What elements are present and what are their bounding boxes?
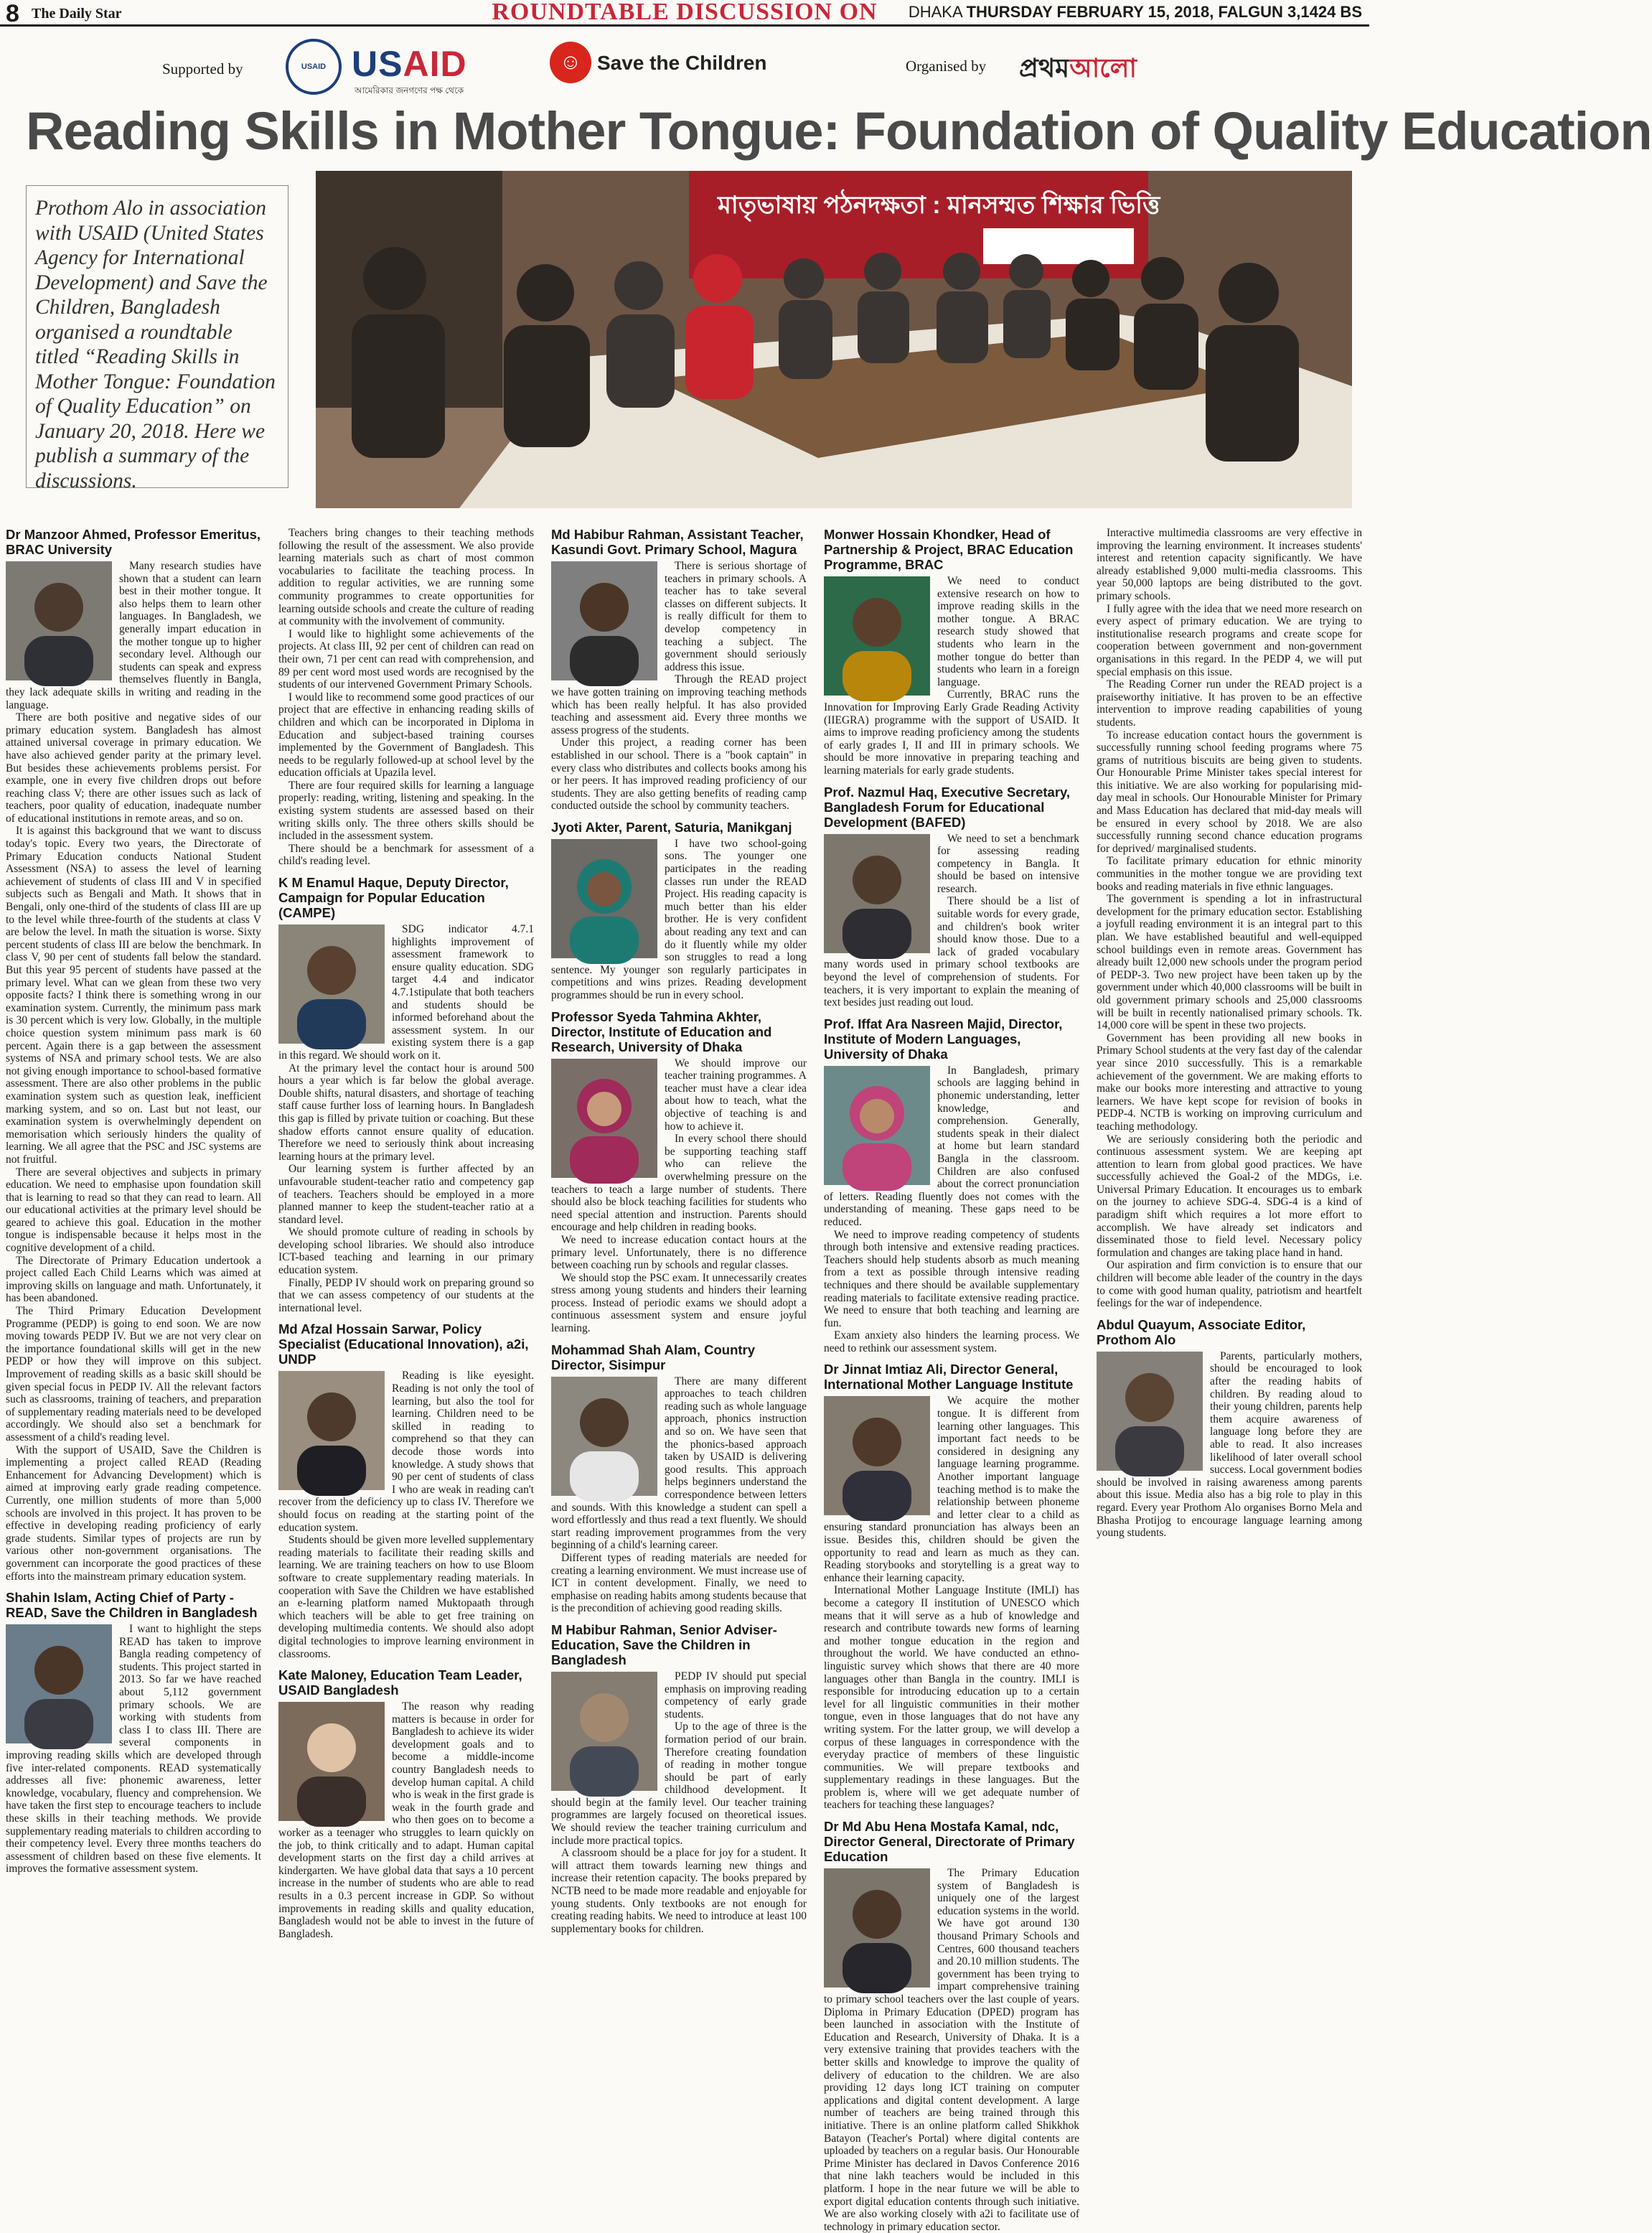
speaker-name: Md Afzal Hossain Sarwar, Policy Specialist (Educational Innovation), a2i, UNDP (278, 1321, 529, 1367)
paragraph: The reason why reading matters is because in order for Bangladesh to achieve its wider development goals and to become a middle-income country Bangladesh needs to develop human capital. A child who is weak in the first grade is weak in the fourth grade and who then goes on to become a worker as a teenager who struggles to learn quickly on the job, to think critically and to adapt. Human capital development starts on the first day a child arrives at kindergarten. We have global data that says a 10 percent increase in the number of students who are able to read results in a 0.3 percent increase in GDP. So without improvements in reading skills and quality education, Bangladesh would not be able to invest in the future of Bangladesh. (278, 1700, 534, 1940)
speaker-name: Dr Jinnat Imtiaz Ali, Director General, International Mother Language Institute (824, 1362, 1074, 1392)
dateline-date: THURSDAY FEBRUARY 15, 2018, (966, 3, 1214, 21)
usaid-logo-us: US (352, 44, 403, 84)
paragraph: The Directorate of Primary Education undertook a project called Each Child Learns which was aimed at improving skills on language and math. Unfortunately, it has been abandoned. (6, 1254, 261, 1305)
headline: Reading Skills in Mother Tongue: Foundation of Quality Education (26, 101, 1652, 161)
paragraph: SDG indicator 4.7.1 highlights improvement of assessment framework to ensure quality education. SDG target 4.4 and indicator 4.7.1stipulate that both teachers and students should be informed beforehand about the assessment system. In our existing system there is a gap in this regard. We should work on it. (278, 923, 534, 1062)
intro-box: Prothom Alo in association with USAID (United States Agency for International Development) and Save the Children, Bangladesh organised a roundtable titled “Reading Skills in Mother Tongue: Foundation of Quality Education” on January 20, 2018. Here we publish a summary of the discussions. (26, 185, 288, 488)
speaker-portrait (551, 1377, 657, 1496)
paragraph: There is serious shortage of teachers in primary schools. A teacher has to take several classes on different subjects. It is really difficult for them to develop competency in teaching a subject. The government should seriously address this issue. (665, 560, 807, 673)
save-the-children-icon: ☺ (550, 42, 591, 83)
save-the-children-logo: Save the Children (597, 52, 767, 74)
speaker-portrait (278, 1371, 385, 1490)
paragraph: A classroom should be a place for joy for a student. It will attract them towards learning new things and increase their retention capacity. The books prepared by NCTB need to be made more readable and enjoyable for young students. Only textbooks are not enough for creating reading habits. We need to introduce at least 100 supplementary books for children. (551, 1847, 807, 1935)
paragraph: Our aspiration and firm conviction is to ensure that our children will become able leader of the country in the days to come with good human quality, patriotism and heartfelt feelings for the war of independence. (1097, 1259, 1362, 1310)
speaker-portrait (824, 1868, 930, 1988)
section-title: ROUNDTABLE DISCUSSION ON (492, 0, 878, 25)
speaker-portrait (824, 576, 930, 696)
article-column-5 (1097, 527, 1362, 2158)
paragraph: The Primary Education system of Bangladesh is uniquely one of the largest education systems in the world. We have got around 130 thousand Primary Schools and Centres, 600 thousand teachers and 20.10 million students. The government has been trying to impart comprehensive training to primary school teachers over the last couple of years. Diploma in Primary Education (DPED) program has been launched in association with the Institute of Education and Research, University of Dhaka. It is a very extensive training that provides teachers with the better skills and knowledge to improve the quality of delivery of education to the children. We are also providing 12 days long ICT training on computer applications and digital content development. A large number of teachers are being trained through this initiative. There is an online platform called Shikkhok Batayon (Teacher's Portal) where digital contents are uploaded by teachers on a regular basis. Our Honourable Prime Minister has declared in Davos Conference 2016 that nine lakh teachers would be included in this platform. I hope in the near future we will be able to export digital education contents through such initiative. We are also working closely with a2i to facilitate use of technology in primary education sector. (824, 1867, 1079, 2233)
speaker-name: Dr Manzoor Ahmed, Professor Emeritus, BRAC University (6, 527, 261, 557)
usaid-logo (352, 43, 467, 85)
paragraph: International Mother Language Institute (IMLI) has become a category II institution of UNESCO which means that it will serve as a hub of knowledge and research and contribute towards new forms of learning and mother tongue education in the region and throughout the world. We have conducted an ethno-linguistic survey which shows that there are 40 more languages other than Bangla in the country. IMLI is responsible for introducing education up to a certain level for all linguistic communities in their mother tongue, even in those languages that do not have any writing system. For the latter group, we will develop a corpus of these languages in correspondence with the everyday practice of members of these linguistic communities. We will prepare textbooks and supplementary readings in these languages. But the problem is, where will we get adequate number of teachers for teaching these languages? (824, 1584, 1079, 1812)
speaker-name: Abdul Quayum, Associate Editor, Prothom Alo (1097, 1316, 1306, 1347)
speaker-name: Kate Maloney, Education Team Leader, USAID Bangladesh (278, 1667, 522, 1698)
speaker-name: Mohammad Shah Alam, Country Director, Sisimpur (551, 1342, 756, 1372)
speaker-name: K M Enamul Haque, Deputy Director, Campaign for Popular Education (CAMPE) (278, 875, 509, 921)
prothom-alo-logo-b: আলো (1069, 53, 1137, 83)
paragraph: Currently, BRAC runs the Innovation for Improving Early Grade Reading Activity (IIEGRA) programme with the support of USAID. It aims to improve reading proficiency among the students of early grades I, II and III in primary schools. We should be more innovative in preparing teaching and learning materials for early grade students. (824, 688, 1079, 777)
paragraph: There should be a list of suitable words for every grade, and children's book writer should know those. Due to a lack of graded vocabulary many words used in primary school textbooks are beyond the level of comprehension of students. For teachers, it is very important to explain the meaning of text besides just reading out loud. (824, 895, 1079, 1009)
speaker-portrait (551, 561, 657, 680)
page-header (0, 0, 1369, 27)
paragraph: Under this project, a reading corner has been established in our school. There is a "book captain" in every class who distributes and collects books among his or her peers. It has improved reading proficiency of our students. They are also getting benefits of reading camp conducted outside the school by community teachers. (551, 736, 807, 813)
paragraph: I would like to highlight some achievements of the projects. At class III, 92 per cent of children can read on their own, 71 per cent can read with comprehension, and 89 per cent word most used words are recognised by the students of our intervened Government Primary Schools. (278, 627, 534, 691)
paragraph: There are both positive and negative sides of our primary education system. Bangladesh has almost attained universal coverage in primary education. We have also achieved gender parity at the primary level. But besides these achievements problems persist. For example, one in every five children drops out before reaching class V; there are other issues such as lack of teachers, poor quality of education, inadequate number of educational institutions in remote areas, and so on. (6, 711, 261, 825)
paragraph: Teachers bring changes to their teaching methods following the result of the assessment. We also provide learning materials such as chart of most common vocabularies to facilitate the teaching process. In addition to regular activities, we are running some community programmes to create opportunities for learning outside schools and create the culture of reading at community with the involvement of community. (278, 527, 534, 628)
article-column-1 (6, 527, 261, 2158)
paragraph: Through the READ project we have gotten training on improving teaching methods which has been really helpful. It has also provided teaching and assessment aid. Every three months we assess progress of the students. (551, 673, 807, 736)
paragraph: Our learning system is further affected by an unfavourable student-teacher ratio and competency gap of teachers. Teachers should be employed in a more planned manner to keep the student-teacher ratio at a standard level. (278, 1163, 534, 1226)
usaid-seal-logo: USAID (286, 39, 342, 95)
paragraph: There should be a benchmark for assessment of a child's reading level. (278, 842, 534, 868)
speaker-name: Prof. Iffat Ara Nasreen Majid, Director, Institute of Modern Languages, University of Dhaka (824, 1016, 1063, 1062)
speaker-name: Md Habibur Rahman, Assistant Teacher, Kasundi Govt. Primary School, Magura (551, 527, 804, 557)
paragraph: To increase education contact hours the government is successfully running school feeding programs where 75 grams of nutritious biscuits are being given to students. Our Honourable Prime Minister takes special interest for this initiative. We are also working for popularising mid-day meal in schools. Our Honourable Minister for Primary and Mass Education has declared that mid-day meals will be ensured in every school by 2018. We are also successfully running second chance education programs for deprived/ marginalised students. (1097, 729, 1362, 855)
masthead: The Daily Star (32, 6, 122, 22)
paragraph: We should promote culture of reading in schools by developing school libraries. We should also introduce ICT-based teaching and learning in our primary education system. (278, 1226, 534, 1277)
speaker-name: Professor Syeda Tahmina Akhter, Director, Institute of Education and Research, University of Dhaka (551, 1008, 772, 1054)
paragraph: Many research studies have shown that a student can learn best in their mother tongue. It also helps them to learn other languages. In Bangladesh, we generally impart education in the mother tongue up to higher secondary level. Although our students can speak and express themselves fluently in Bangla, they lack adequate skills in writing and reading in the language. (6, 560, 261, 711)
speaker-name: Dr Md Abu Hena Mostafa Kamal, ndc, Director General, Directorate of Primary Education (824, 1819, 1075, 1865)
paragraph: We are seriously considering both the periodic and continuous assessment system. We are keeping apt attention to learn from global good practices. We have successfully achieved the Goal-2 of the MDGs, i.e. Universal Primary Education. It encourages us to embark on the journey to achieve SDG-4. SDG-4 is a kind of paradigm shift which requires a lot more effort to accomplish. We have already set indicators and disseminated those to field level. Necessary policy formulation and changes are taking place hand in hand. (1097, 1133, 1362, 1259)
speaker-portrait (824, 1396, 930, 1515)
speaker-portrait (1097, 1352, 1203, 1471)
paragraph: There are many different approaches to teach children reading such as whole language approach, phonics instruction and so on. We have seen that the phonics-based approach taken by USAID is delivering good results. This approach helps beginners understand the correspondence between letters and sounds. With this knowledge a student can spell a word effortlessly and thus read a text fluently. We should start reading improvement programmes from the very beginning of a child's learning career. (551, 1375, 807, 1552)
paragraph: There are four required skills for learning a language properly: reading, writing, listening and speaking. In the existing system students are assessed based on their writing skills only. The three others skills should be included in the assessment system. (278, 779, 534, 843)
paragraph: To facilitate primary education for ethnic minority communities in the mother tongue we are providing text books and reading materials in five ethnic languages. (1097, 855, 1362, 893)
speaker-portrait (278, 1702, 385, 1821)
paragraph: Exam anxiety also hinders the learning process. We need to rethink our assessment system. (824, 1329, 1079, 1354)
paragraph: Government has been providing all new books in Primary School students at the very fast day of the calendar year since 2010 successfully. This is a remarkable achievement of the government. We are making efforts to make our books more interesting and attractive to young learners. We have kept scope for revision of books in PEDP-4. NCTB is working on improving curriculum and teaching methodology. (1097, 1031, 1362, 1133)
paragraph: We should improve our teacher training programmes. A teacher must have a clear idea about how to teach, what the objective of teaching is and how to achieve it. (665, 1057, 807, 1133)
paragraph: There are several objectives and subjects in primary education. We need to emphasise upon foundation skill that is learning to read so that they can read to learn. All our educational activities at the primary level should be geared to achieve this goal. Education in the mother tongue is indispensable because it helps most in the cognitive development of a child. (6, 1166, 261, 1255)
paragraph: I fully agree with the idea that we need more research on every aspect of primary education. We are trying to institutionalise research programs and create scope for cooperation between government and non-government organisations in this regard. In the PEDP 4, we will put special emphasis on this issue. (1097, 602, 1362, 678)
speaker-portrait (824, 1066, 930, 1185)
speaker-portrait (824, 834, 930, 953)
paragraph: We need to conduct extensive research on how to improve reading skills in the mother tongue. A BRAC research study showed that students who learn in the mother tongue do better than students who learn in a foreign language. (937, 575, 1079, 688)
speaker-portrait (551, 1059, 657, 1178)
dateline (909, 3, 1362, 22)
speaker-name: Prof. Nazmul Haq, Executive Secretary, Bangladesh Forum for Educational Development (BAFED) (824, 784, 1071, 830)
paragraph: I have two school-going sons. The younger one participates in the reading classes run under the READ Project. His reading capacity is much better than his elder brother. He is very confident about reading any text and can do it fluently while my older son struggles to read a long sentence. My younger son regularly participates in competitions and wins prizes. Reading development programmes should be run in every school. (551, 837, 807, 1001)
speaker-portrait (6, 1624, 112, 1743)
speaker-portrait (551, 839, 657, 958)
paragraph: Different types of reading materials are needed for creating a learning environment. We must increase use of ICT in content development. Finally, we need to emphasise on reading habits among students because that is the precondition of achieving good reading skills. (551, 1551, 807, 1615)
paragraph: PEDP IV should put special emphasis on improving reading competency of early grade students. (665, 1670, 807, 1721)
supported-by-label: Supported by (162, 60, 243, 78)
prothom-alo-logo-a: প্রথম (1019, 53, 1070, 83)
speaker-name: M Habibur Rahman, Senior Adviser-Education, Save the Children in Bangladesh (551, 1621, 777, 1667)
speaker-portrait (6, 561, 112, 680)
paragraph: Reading is like eyesight. Reading is not only the tool of learning, but also the tool for learning. Children need to be skilled in reading to comprehend so that they can decode those words into knowledge. A study shows that 90 per cent of students of class I who are weak in reading can't recover from the deficiency up to class IV. Therefore we should focus on reading at the starting point of the education system. (278, 1370, 534, 1534)
paragraph: In Bangladesh, primary schools are lagging behind in phonemic understanding, letter knowledge, and comprehension. Generally, students speak in their dialect at home but learn standard Bangla in the classroom. Children are also confused about the correct pronunciation of letters. Reading fluently does not comes with the understanding of meaning. These gaps need to be reduced. (824, 1064, 1079, 1228)
photo-banner-text: মাতৃভাষায় পঠনদক্ষতা : মানসম্মত শিক্ষার ভিত্তি (718, 192, 1160, 219)
paragraph: Finally, PEDP IV should work on preparing ground so that we can assess competency of our students at the international level. (278, 1276, 534, 1314)
paragraph: Interactive multimedia classrooms are very effective in improving the learning environment. It increases students' interest and retention capacity significantly. We have already established 9,000 multi-media classrooms. This year 50,000 laptops are being distributed to the govt. primary schools. (1097, 527, 1362, 602)
dateline-place: DHAKA (908, 3, 962, 21)
page-number: 8 (6, 0, 19, 27)
speaker-portrait (278, 924, 385, 1044)
paragraph: At the primary level the contact hour is around 500 hours a year which is far below the global average. Double shifts, natural disasters, and shortage of teaching staff cause further loss of learning hours. In Bangladesh this gap is filled by private tuition or coaching. But these shadow efforts cannot ensure quality of education. Therefore we need to seriously think about increasing learning hours at the primary level. (278, 1062, 534, 1163)
paragraph: The government is spending a lot in infrastructural development for the primary education sector. Establishing a joyfull reading environment it is an integral part to this plan. We have established beautiful and well-equipped school buildings even in remote areas. Government has already built 12,000 new schools under the program period of PEDP-3. Two new project have been taken up by the government under which 40,000 classrooms will be built in old government primary schools and 25,000 classrooms will be built in recently nationalised primary schools. Tk. 14,000 core will be spent in these two projects. (1097, 893, 1362, 1032)
speaker-portrait (551, 1672, 657, 1791)
paragraph: Parents, particularly mothers, should be encouraged to look after the reading habits of children. By reading aloud to their young children, parents help them acquire awareness of language long before they are able to read. It also increases likelihood of later overall school success. Local government bodies should be involved in raising awareness among parents about this issue. Media also has a big role to play in this regard. Every year Prothom Alo organises Borno Mela and Bhasha Protijog to encourage language learning among young students. (1097, 1349, 1362, 1540)
article-column-3 (551, 527, 807, 2158)
organised-by-label: Organised by (906, 57, 987, 75)
paragraph: Students should be given more levelled supplementary reading materials to facilitate their reading skills and learning. We are training teachers on how to use Bloom software to create supplementary reading materials. In cooperation with Save the Children we have established an e-learning platform named Muktopaath through which teachers will be able to get free training on developing multimedia contents. We should also adopt digital technologies to improve learning environment in classrooms. (278, 1534, 534, 1660)
usaid-logo-aid: AID (403, 44, 467, 84)
paragraph: We acquire the mother tongue. It is different from learning other languages. This important fact needs to be considered in designing any language learning programme. Another important language teaching method is to make the relationship between phoneme and letter clear to a child as ensuring standard pronunciation has always been an issue. Besides this, children should be given the opportunity to read and learn as much as they can. Reading storybooks and storytelling is a great way to enhance their learning capacity. (824, 1395, 1079, 1584)
paragraph: I want to highlight the steps READ has taken to improve Bangla reading competency of students. This project started in 2013. So far we have reached about 5,112 government primary schools. We are working with students from class I to class III. There are several components in improving reading skills which are developed through five inter-related components. READ systematically addresses all five: phonemic awareness, letter knowledge, vocabulary, fluency and comprehension. We have taken the first step to encourage teachers to include these skills in their teaching methods. We provide supplementary reading materials to children according to their competency level. Every three months teachers do assessment of children based on these five elements. It improves the formative assessment system. (6, 1623, 261, 1876)
paragraph: It is against this background that we want to discuss today's topic. Every two years, the Directorate of Primary Education conducts National Student Assessment (NSA) to assess the level of learning achievement of students of class III and V in specified subjects such as Bengali and Math. It shows that in Bengali, only one-third of the students of class III are up to the level while three-fourth of the students at class V are below the level. In math the situation is worse. Sixty percent students of class III are below the benchmark. In class V, 90 per cent of students fall below the standard. But this year 95 percent of students have passed at the primary level. What can we glean from these two very opposite facts? I think there is something wrong in our examination system. Currently, the minimum pass mark is 30 percent which is very low. Globally, in the multiple choice question system minimum pass mark is 60 percent. Again there is a gap between the assessment systems of NSA and primary school tests. We are also not giving enough importance to school-based formative assessment. There are also other problems in the public examination system such as question leak, inefficient marking system, and so on. Last but not least, our examination system is overwhelmingly dependent on memorisation which seriously hinders the quality of learning. We all agree that the PSC and JSC systems are not fruitful. (6, 825, 261, 1166)
roundtable-photo (316, 171, 1352, 508)
article-column-2 (278, 527, 534, 2158)
paragraph: We need to improve reading competency of students through both intensive and extensive reading practices. Teachers should help students absorb as much meaning from a text as possible through intensive reading techniques and there should be available supplementary reading materials to facilitate extensive reading practice. We need to ensure that both teaching and learning are fun. (824, 1228, 1079, 1329)
prothom-alo-logo (1019, 49, 1137, 92)
paragraph: We need to set a benchmark for assessing reading competency in Bangla. It should be based on intensive research. (937, 832, 1079, 895)
paragraph: We need to increase education contact hours at the primary level. Unfortunately, there is no difference between coaching run by schools and regular classes. (551, 1233, 807, 1272)
speaker-name: Shahin Islam, Acting Chief of Party - READ, Save the Children in Bangladesh (6, 1590, 258, 1621)
paragraph: I would like to recommend some good practices of our project that are effective in enhancing reading skills of children and which can be incorporated in Diploma in Education and subject-based training courses implemented by the Government of Bangladesh. This needs to be regularly followed-up at school level by the education officials at Upazila level. (278, 691, 534, 780)
paragraph: In every school there should be supporting teaching staff who can relieve the overwhelming pressure on the teachers to teach a large number of students. There should also be block teaching facilities for students who need special attention and instruction. Parents should encourage and help children in reading books. (551, 1133, 807, 1234)
paragraph: Up to the age of three is the formation period of our brain. Therefore creating foundation of reading in mother tongue should be part of early childhood development. It should begin at the family level. Our teacher training programmes are largely focused on theoretical issues. We should review the teacher training curriculum and include more practical topics. (551, 1721, 807, 1847)
speaker-name: Monwer Hossain Khondker, Head of Partnership & Project, BRAC Education Programme, BRAC (824, 527, 1074, 572)
speaker-name: Jyoti Akter, Parent, Saturia, Manikganj (551, 819, 792, 835)
usaid-tagline: আমেরিকার জনগণের পক্ষ থেকে (355, 85, 464, 95)
dateline-bangla: FALGUN 3,1424 BS (1218, 3, 1362, 21)
paragraph: The Third Primary Education Development Programme (PEDP) is going to end soon. We are now moving towards PEDP IV. But we are not very clear on the importance foundational skills will get in the new PEDP or how they will improve on this subject. Improvement of reading skills as a basic skill should be given special focus in PEDP IV. All the relevant factors such as classrooms, training of teachers, and preparation of supplementary reading materials need to be developed accordingly. We should also set a benchmark for assessment of a child's reading level. (6, 1305, 261, 1443)
sponsor-bar (0, 34, 1369, 106)
article-column-4 (824, 527, 1079, 2233)
paragraph: We should stop the PSC exam. It unnecessarily creates stress among young students and hinders their learning process. Instead of periodic exams we should adopt a continuous assessment system and ensure joyful learning. (551, 1271, 807, 1335)
paragraph: The Reading Corner run under the READ project is a praiseworthy initiative. It has proven to be an effective intervention to improve reading capabilities of young students. (1097, 678, 1362, 729)
paragraph: With the support of USAID, Save the Children is implementing a project called READ (Reading Enhancement for Advancing Development) which is aimed at improving early grade reading competence. Currently, one million students of more than 5,000 schools are involved in this project. It has proven to be effective in developing reading proficiency of early grade students. Similar types of projects are run by various other non-government organisations. The government can incorporate the good practices of these efforts into the mainstream primary education system. (6, 1443, 261, 1583)
